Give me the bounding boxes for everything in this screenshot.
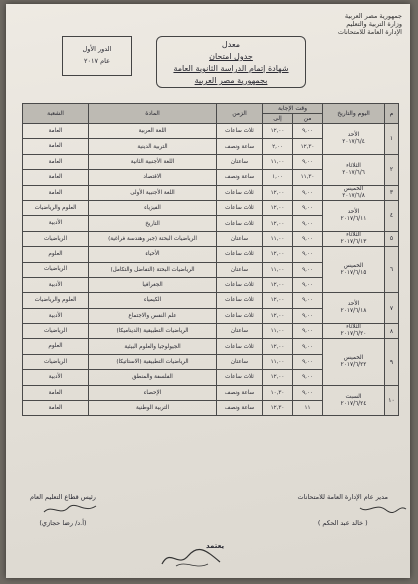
duration: ساعتان [217, 231, 263, 246]
branch: العلوم [23, 247, 89, 262]
duration: ثلاث ساعات [217, 216, 263, 231]
day-date-cell [323, 293, 385, 324]
day-name: الثلاثاء [346, 231, 361, 238]
duration: ساعة ونصف [217, 139, 263, 154]
day-name: الخميس [343, 262, 364, 269]
signature-right-title: مدير عام الإدارة العامة للامتحانات [297, 493, 388, 501]
subject: الرياضيات التطبيقية (الاستاتيكا) [89, 354, 217, 369]
day-name: الأحد [347, 301, 360, 308]
exam-date: ٢٠١٧/٦/١٨ [340, 308, 367, 315]
signature-left-title: رئيس قطاع التعليم العام [30, 493, 96, 501]
time-from: ٩,٠٠ [293, 277, 323, 292]
day-date-cell [323, 200, 385, 231]
branch: الرياضيات [23, 324, 89, 339]
ministry-header [338, 12, 402, 36]
subject: الجيولوجيا والعلوم البيئية [89, 339, 217, 354]
table-row [23, 200, 399, 215]
subject: الأحياء [89, 247, 217, 262]
branch: الأدبية [23, 308, 89, 323]
row-number: ٧ [385, 293, 399, 324]
subject: الإحصاء [89, 385, 217, 400]
day-name: الأحد [347, 131, 360, 138]
duration: ثلاث ساعات [217, 200, 263, 215]
table-row [23, 124, 399, 139]
time-to: ١١,٠٠ [263, 262, 293, 277]
duration: ساعة ونصف [217, 385, 263, 400]
subject: الاقتصاد [89, 170, 217, 185]
branch: الرياضيات [23, 354, 89, 369]
table-row [23, 385, 399, 400]
time-from: ٩,٠٠ [293, 154, 323, 169]
time-from: ٩,٠٠ [293, 354, 323, 369]
time-to: ١١,٠٠ [263, 354, 293, 369]
table-row [23, 154, 399, 169]
day-date-cell [323, 324, 385, 339]
duration: ساعة ونصف [217, 401, 263, 416]
exam-date: ٢٠١٧/٦/٢٠ [340, 331, 367, 338]
round-label: الدور الأول [82, 45, 112, 53]
branch: الأدبية [23, 277, 89, 292]
duration: ساعة ونصف [217, 170, 263, 185]
title-certificate: شهادة إتمام الدراسة الثانوية العامة [173, 64, 289, 73]
time-to: ١٢,٠٠ [263, 370, 293, 385]
row-number: ٣ [385, 185, 399, 200]
subject: الكيمياء [89, 293, 217, 308]
day-date-cell [323, 231, 385, 246]
time-from: ٩,٠٠ [293, 370, 323, 385]
time-from: ٩,٠٠ [293, 231, 323, 246]
exam-date: ٢٠١٧/٦/٦ [342, 169, 365, 176]
exam-schedule-table [22, 103, 399, 416]
day-name: الخميس [343, 185, 364, 192]
subject: اللغة الأجنبية الأولى [89, 185, 217, 200]
time-from: ٩,٠٠ [293, 293, 323, 308]
day-name: السبت [345, 393, 362, 400]
org-line: وزارة التربية والتعليم [346, 20, 402, 28]
document-title-box [156, 36, 306, 88]
day-date-cell [323, 339, 385, 385]
subject: اللغة الأجنبية الثانية [89, 154, 217, 169]
branch: العامة [23, 139, 89, 154]
signature-right [298, 490, 388, 530]
day-name: الخميس [343, 355, 364, 362]
exam-schedule-document [6, 4, 410, 578]
org-line: جمهورية مصر العربية [344, 12, 402, 20]
day-date-cell [323, 247, 385, 293]
subject: الجغرافيا [89, 277, 217, 292]
row-number: ٩ [385, 339, 399, 385]
title-schedule: جدول امتحان [209, 52, 253, 61]
branch: العامة [23, 185, 89, 200]
row-number: ٤ [385, 200, 399, 231]
time-to: ١٢,٠٠ [263, 124, 293, 139]
round-year: عام ٢٠١٧ [84, 57, 110, 65]
time-to: ١١,٠٠ [263, 231, 293, 246]
day-date-cell [323, 124, 385, 155]
time-to: ١٢,٠٠ [263, 308, 293, 323]
duration: ساعتان [217, 324, 263, 339]
day-date-cell [323, 154, 385, 185]
day-name: الثلاثاء [346, 162, 361, 169]
handwritten-signature [358, 500, 408, 516]
title-country: بجمهورية مصر العربية [194, 76, 268, 85]
subject: الرياضيات البحتة (جبر وهندسة فراغية) [89, 231, 217, 246]
time-from: ٩,٠٠ [293, 216, 323, 231]
time-to: ١٢,٠٠ [263, 339, 293, 354]
time-to: ١٠,٣٠ [263, 385, 293, 400]
subject: الرياضيات البحتة (التفاضل والتكامل) [89, 262, 217, 277]
time-to: ١٢,٠٠ [263, 216, 293, 231]
subject: الفيزياء [89, 200, 217, 215]
branch: العامة [23, 170, 89, 185]
duration: ثلاث ساعات [217, 124, 263, 139]
time-from: ٩,٠٠ [293, 262, 323, 277]
duration: ساعتان [217, 354, 263, 369]
row-number: ١٠ [385, 385, 399, 416]
org-line: الإدارة العامة للامتحانات [337, 28, 402, 36]
table-row [23, 339, 399, 354]
col-header-duration: الزمن [217, 104, 263, 124]
row-number: ٨ [385, 324, 399, 339]
subject: الفلسفة والمنطق [89, 370, 217, 385]
col-header-from: من [293, 114, 323, 124]
time-from: ٩,٠٠ [293, 200, 323, 215]
time-to: ١٢,٣٠ [263, 401, 293, 416]
time-from: ٩,٠٠ [293, 308, 323, 323]
row-number: ٢ [385, 154, 399, 185]
row-number: ١ [385, 124, 399, 155]
col-header-subject: المادة [89, 104, 217, 124]
approval-label: يعتمد [206, 542, 225, 550]
subject: التربية الدينية [89, 139, 217, 154]
signature-right-name: ( خالد عبد الحكم ) [317, 519, 368, 527]
subject: التربية الوطنية [89, 401, 217, 416]
table-row [23, 324, 399, 339]
day-name: الأحد [347, 208, 360, 215]
time-from: ٩,٠٠ [293, 385, 323, 400]
duration: ثلاث ساعات [217, 277, 263, 292]
branch: العلوم والرياضيات [23, 293, 89, 308]
duration: ساعتان [217, 154, 263, 169]
exam-date: ٢٠١٧/٦/١٥ [340, 269, 367, 276]
row-number: ٦ [385, 247, 399, 293]
subject: الرياضيات التطبيقية (الديناميكا) [89, 324, 217, 339]
time-from: ٩,٠٠ [293, 247, 323, 262]
row-number: ٥ [385, 231, 399, 246]
signature-left [30, 490, 96, 530]
branch: الأدبية [23, 370, 89, 385]
col-header-to: إلى [263, 114, 293, 124]
table-row [23, 293, 399, 308]
duration: ثلاث ساعات [217, 247, 263, 262]
branch: الرياضيات [23, 262, 89, 277]
exam-date: ٢٠١٧/٦/٢٢ [340, 362, 367, 369]
duration: ثلاث ساعات [217, 308, 263, 323]
time-to: ١١,٠٠ [263, 324, 293, 339]
time-from: ١٢,٣٠ [293, 139, 323, 154]
col-header-branch: الشعبة [23, 104, 89, 124]
time-from: ٩,٠٠ [293, 124, 323, 139]
time-to: ١٢,٠٠ [263, 293, 293, 308]
subject: علم النفس والاجتماع [89, 308, 217, 323]
time-from: ٩,٠٠ [293, 324, 323, 339]
branch: العامة [23, 401, 89, 416]
col-header-num: م [385, 104, 399, 124]
time-to: ٢,٠٠ [263, 139, 293, 154]
branch: العامة [23, 385, 89, 400]
col-header-day: اليوم والتاريخ [323, 104, 385, 124]
duration: ساعتان [217, 262, 263, 277]
exam-date: ٢٠١٧/٦/٤ [342, 138, 365, 145]
duration: ثلاث ساعات [217, 339, 263, 354]
branch: الأدبية [23, 216, 89, 231]
table-row [23, 247, 399, 262]
time-to: ١٢,٠٠ [263, 185, 293, 200]
exam-round-box [62, 36, 132, 76]
exam-date: ٢٠١٧/٦/٢٤ [340, 400, 367, 407]
signature-left-name: (أ.د/ رضا حجازي) [39, 519, 87, 527]
exam-date: ٢٠١٧/٦/٨ [342, 192, 365, 199]
table-row [23, 231, 399, 246]
duration: ثلاث ساعات [217, 370, 263, 385]
table-row [23, 185, 399, 200]
time-to: ١٢,٠٠ [263, 247, 293, 262]
branch: العلوم والرياضيات [23, 200, 89, 215]
col-header-time: وقت الإجابة [263, 104, 323, 114]
day-date-cell [323, 385, 385, 416]
branch: العامة [23, 124, 89, 139]
time-from: ١١,٣٠ [293, 170, 323, 185]
branch: الرياضيات [23, 231, 89, 246]
exam-date: ٢٠١٧/٦/١١ [340, 215, 367, 222]
duration: ثلاث ساعات [217, 293, 263, 308]
subject: اللغة العربية [89, 124, 217, 139]
time-to: ١١,٠٠ [263, 154, 293, 169]
branch: العلوم [23, 339, 89, 354]
time-to: ١٢,٠٠ [263, 200, 293, 215]
schedule-body [23, 124, 399, 416]
handwritten-signature [40, 502, 100, 518]
day-name: الثلاثاء [346, 324, 361, 331]
time-to: ١٢,٠٠ [263, 277, 293, 292]
time-to: ١,٠٠ [263, 170, 293, 185]
branch: العامة [23, 154, 89, 169]
time-from: ٩,٠٠ [293, 185, 323, 200]
subject: التاريخ [89, 216, 217, 231]
day-date-cell [323, 185, 385, 200]
duration: ثلاث ساعات [217, 185, 263, 200]
handwritten-signature [156, 544, 226, 572]
exam-date: ٢٠١٧/٦/١٣ [340, 238, 367, 245]
time-from: ١١ [293, 401, 323, 416]
title-amended: معدل [221, 40, 241, 49]
time-from: ٩,٠٠ [293, 339, 323, 354]
